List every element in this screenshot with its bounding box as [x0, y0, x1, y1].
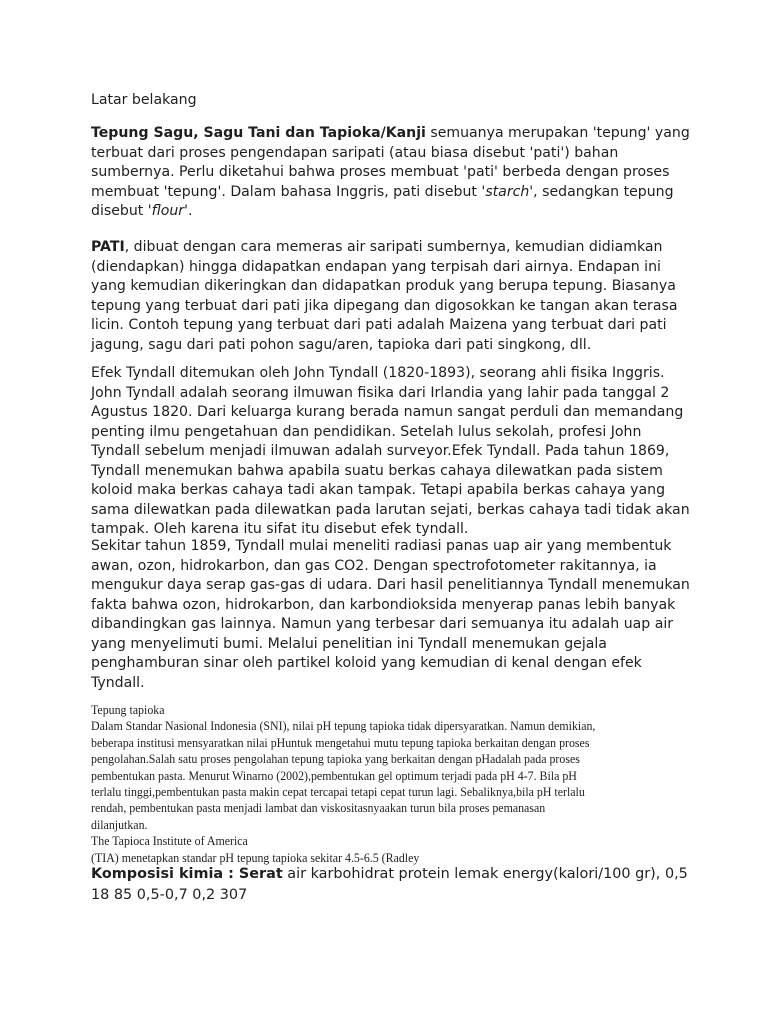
- paragraph-komposisi: [91, 864, 691, 906]
- paragraph-pati: [91, 238, 691, 355]
- paragraph-text: , dibuat dengan cara memeras air saripati sumbernya, kemudian didiamkan (diendapkan) hingga didapatkan endapan yang terpisah dari airnya. Endapan ini yang kemudian dikeringkan dan didapatkan produk yang berupa tepung. Biasanya tepung yang terbuat dari pati jika dipegang dan digosokkan ke tangan akan terasa licin. Contoh tepung yang terbuat dari pati adalah Maizena yang terbuat dari pati jagung, sagu dari pati pohon sagu/aren, tapioka dari pati singkong, dll.: [91, 239, 678, 353]
- paragraph-efek-tyndall: Efek Tyndall ditemukan oleh John Tyndall (1820-1893), seorang ahli fisika Inggris. John Tyndall adalah seorang ilmuwan fisika dari Irlandia yang lahir pada tanggal 2 Agustus 1820. Dari keluarga kurang berada namun sangat perduli dan memandang penting ilmu pengetahuan dan pendidikan. Setelah lulus sekolah, profesi John Tyndall sebelum menjadi ilmuwan adalah surveyor.Efek Tyndall. Pada tahun 1869, Tyndall menemukan bahwa apabila suatu berkas cahaya dilewatkan pada sistem koloid maka berkas cahaya tadi akan tampak. Tetapi apabila berkas cahaya yang sama dilewatkan pada dilewatkan pada larutan sejati, berkas cahaya tadi tidak akan tampak. Oleh karena itu sifat itu disebut efek tyndall.: [91, 365, 690, 537]
- section-heading: Latar belakang: [91, 92, 197, 108]
- tapioka-line: Tepung tapioka: [91, 703, 165, 717]
- paragraph-tepung: [91, 124, 691, 222]
- paragraph-text: '.: [184, 203, 193, 219]
- tapioka-line: (TIA) menetapkan standar pH tepung tapioka sekitar 4.5-6.5 (Radley: [91, 850, 420, 865]
- paragraph-text: semuanya merupakan 'tepung' yang terbuat dari proses pengendapan saripati (atau biasa disebut 'pati') bahan sumbernya. Perlu diketahui bahwa proses membuat 'pati' berbeda dengan proses membuat 'tepung'. Dalam bahasa Inggris, pati disebut ': [91, 125, 690, 200]
- italic-term-starch: starch: [485, 183, 530, 200]
- tapioka-section: [91, 702, 667, 866]
- tapioka-line: terlalu tinggi,pembentukan pasta makin cepat tercapai tetapi cepat turun lagi. Sebaliknya,bila pH terlalu: [91, 785, 585, 800]
- bold-term: Tepung Sagu, Sagu Tani dan Tapioka/Kanji: [91, 125, 426, 141]
- paragraph-text: ', sedangkan tepung disebut ': [91, 183, 674, 219]
- tapioka-line: pengolahan.Salah satu proses pengolahan tepung tapioka yang berkaitan dengan pHadalah pada proses: [91, 752, 580, 767]
- paragraph-text: air karbohidrat protein lemak energy(kalori/100 gr), 0,5 18 85 0,5-0,7 0,2 307: [91, 866, 688, 903]
- tapioka-line: pembentukan pasta. Menurut Winarno (2002),pembentukan gel optimum terjadi pada pH 4-7. Bila pH: [91, 768, 577, 783]
- tapioka-line: beberapa institusi mensyaratkan nilai pHuntuk mengetahui mutu tepung tapioka berkaitan dengan proses: [91, 735, 590, 750]
- bold-term: PATI: [91, 239, 125, 255]
- paragraph-tyndall-research: Sekitar tahun 1859, Tyndall mulai meneliti radiasi panas uap air yang membentuk awan, ozon, hidrokarbon, dan gas CO2. Dengan spectrofotometer rakitannya, ia mengukur daya serap gas-gas di udara. Dari hasil penelitiannya Tyndall menemukan fakta bahwa ozon, hidrokarbon, dan karbondioksida menyerap panas lebih banyak dibandingkan gas lainnya. Namun yang terbesar dari semuanya itu adalah uap air yang menyelimuti bumi. Melalui penelitian ini Tyndall menemukan gejala penghamburan sinar oleh partikel koloid yang kemudian di kenal dengan efek Tyndall.: [91, 538, 690, 691]
- tapioka-line: dilanjutkan.: [91, 817, 148, 832]
- tapioka-line: rendah, pembentukan pasta menjadi lambat dan viskositasnyaakan turun bila proses pemanasan: [91, 801, 546, 816]
- tapioka-line: The Tapioca Institute of America: [91, 834, 248, 849]
- italic-term-flour: flour: [151, 203, 185, 219]
- tapioka-line: Dalam Standar Nasional Indonesia (SNI), nilai pH tepung tapioka tidak dipersyaratkan. Namun demikian,: [91, 719, 596, 734]
- bold-term: Komposisi kimia : Serat: [91, 866, 283, 882]
